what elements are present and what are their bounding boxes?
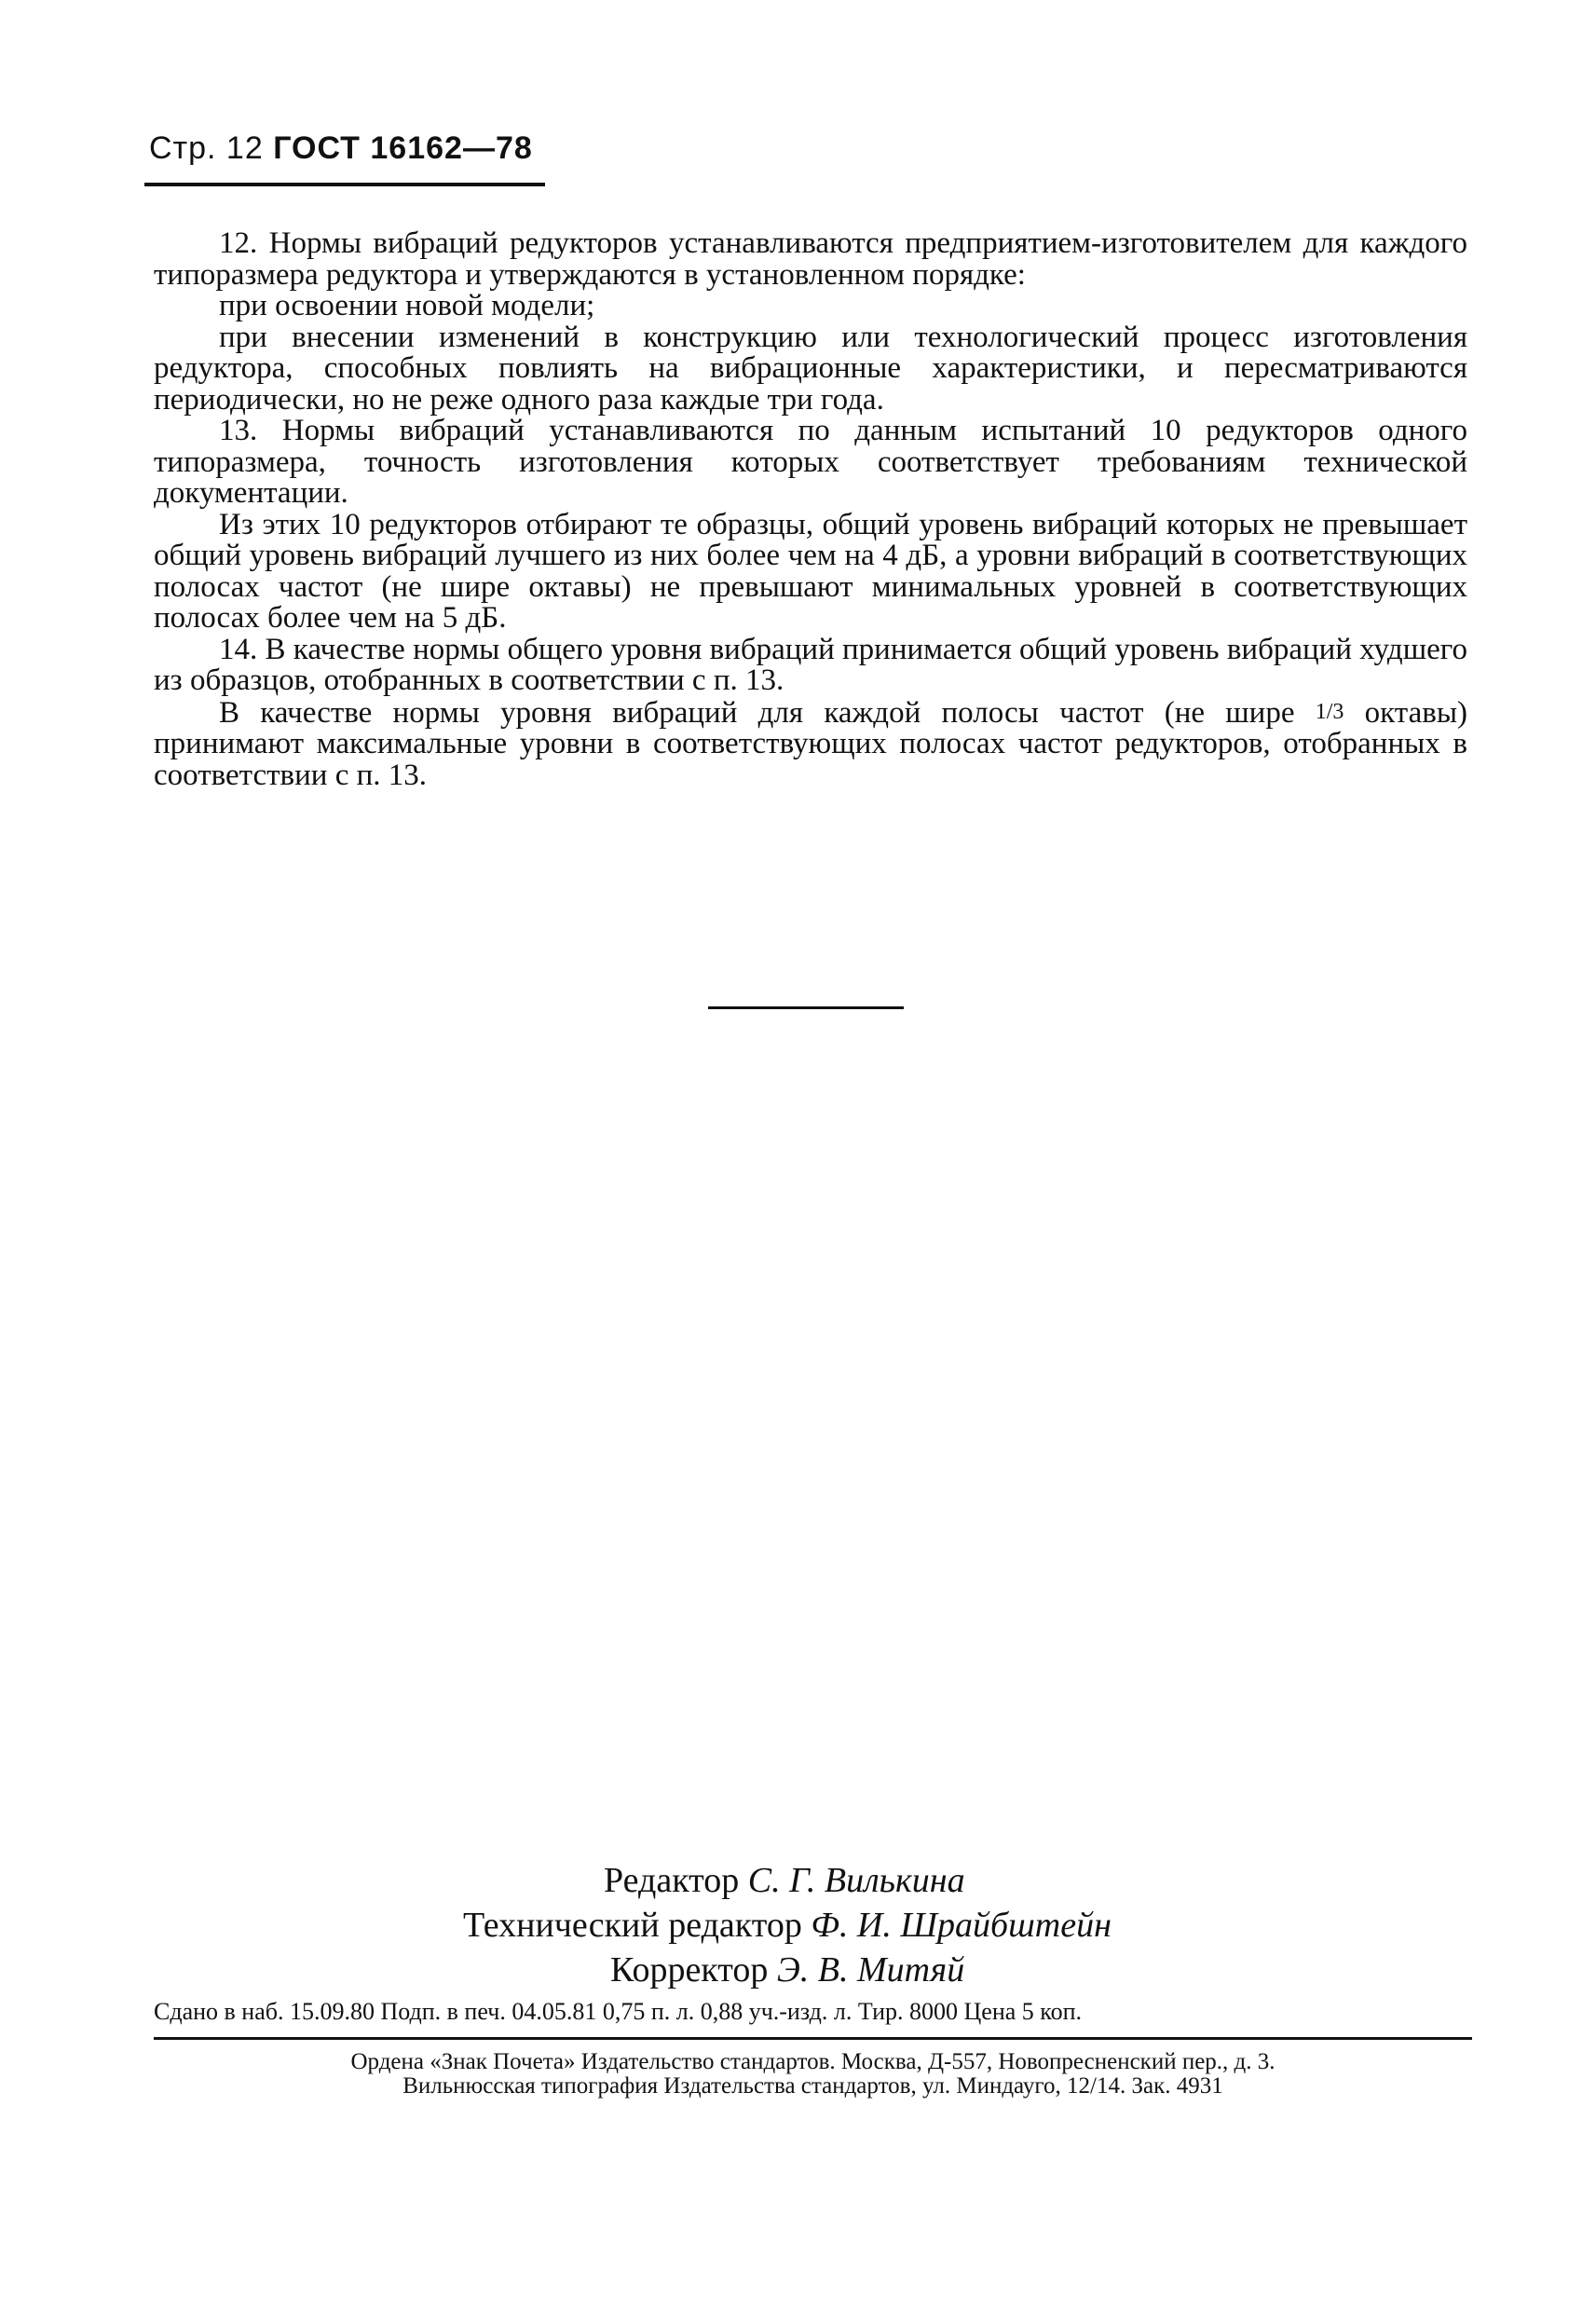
editor-name: С. Г. Вилькина bbox=[747, 1861, 965, 1900]
editor-role: Редактор bbox=[604, 1861, 740, 1900]
paragraph-14-band-norm-part1: В качестве нормы уровня вибраций для каждой полосы частот (не шире bbox=[219, 695, 1316, 730]
standard-designation: ГОСТ 16162—78 bbox=[273, 130, 533, 166]
paragraph-12-item-changes: при внесении изменений в конструкцию или технологический процесс изготовления редуктора, способных повлиять на вибрационные характеристики, и пересматриваются периодически, но не реже одного раза каждые три года. bbox=[154, 320, 1467, 417]
imprint-rule bbox=[154, 2037, 1472, 2040]
print-imprint: Сдано в наб. 15.09.80 Подп. в печ. 04.05.81 0,75 п. л. 0,88 уч.-изд. л. Тир. 8000 Цена 5 коп. bbox=[154, 1998, 1082, 2025]
publisher-line-2: Вильнюсская типография Издательства стандартов, ул. Миндауго, 12/14. Зак. 4931 bbox=[402, 2073, 1223, 2099]
publisher-line-1: Ордена «Знак Почета» Издательство стандартов. Москва, Д-557, Новопресненский пер., д. 3. bbox=[350, 2049, 1275, 2074]
fraction-one-third: 1/3 bbox=[1315, 699, 1344, 724]
proofreader-role: Корректор bbox=[610, 1950, 769, 1990]
page-number: Стр. 12 bbox=[149, 130, 264, 166]
paragraph-12: 12. Нормы вибраций редукторов устанавливаются предприятием-изготовителем для каждого типоразмера редуктора и утверждаются в установленном порядке: bbox=[154, 226, 1467, 292]
body-text bbox=[154, 228, 1467, 791]
credit-editor bbox=[604, 1859, 965, 1902]
paragraph-12-item-new-model: при освоении новой модели; bbox=[219, 289, 595, 322]
credit-proofreader bbox=[610, 1949, 964, 1991]
publisher-info bbox=[149, 2050, 1477, 2099]
credit-technical-editor bbox=[463, 1904, 1112, 1947]
paragraph-14-band-norm-part2: октавы) принимают максимальные уровни в соответствующих полосах частот редукторов, отобранных в соответствии с п. 13. bbox=[154, 695, 1467, 792]
header-rule bbox=[144, 183, 545, 186]
paragraph-13-selection: Из этих 10 редукторов отбирают те образцы, общий уровень вибраций которых не превышает общий уровень вибраций лучшего из них более чем на 4 дБ, а уровни вибраций в соответствующих полосах частот (не шире октавы) не превышают минимальных уровней в соответствующих полосах более чем на 5 дБ. bbox=[154, 507, 1467, 635]
paragraph-13: 13. Нормы вибраций устанавливаются по данным испытаний 10 редукторов одного типоразмера, точность изготовления которых соответствует требованиям технической документации. bbox=[154, 414, 1467, 510]
paragraph-14: 14. В качестве нормы общего уровня вибраций принимается общий уровень вибраций худшего из образцов, отобранных в соответствии с п. 13. bbox=[154, 632, 1467, 697]
technical-editor-name: Ф. И. Шрайбштейн bbox=[811, 1906, 1112, 1945]
technical-editor-role: Технический редактор bbox=[463, 1906, 802, 1945]
running-head bbox=[149, 130, 533, 167]
paragraph-14-band-norm bbox=[154, 697, 1467, 792]
proofreader-name: Э. В. Митяй bbox=[776, 1950, 965, 1990]
section-divider bbox=[708, 1006, 904, 1009]
